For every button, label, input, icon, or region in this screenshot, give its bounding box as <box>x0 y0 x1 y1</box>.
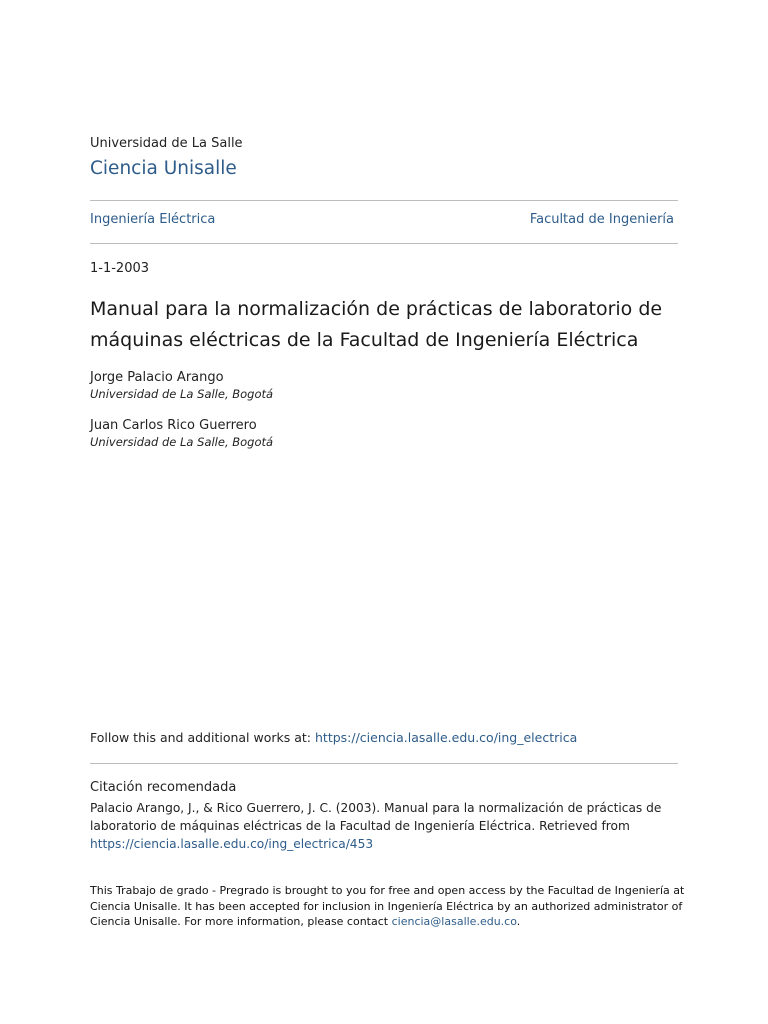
author-block <box>90 418 273 450</box>
access-notice <box>90 883 690 930</box>
follow-line <box>90 730 577 745</box>
divider-citation <box>90 763 678 764</box>
follow-text: Follow this and additional works at: <box>90 730 315 745</box>
author-name: Juan Carlos Rico Guerrero <box>90 418 257 433</box>
notice-text: This Trabajo de grado - Pregrado is brought to you for free and open access by the Facultad de Ingeniería at Ciencia Unisalle. It has been accepted for inclusion in Ingeniería Eléctrica by an authorized administrator of Ciencia Unisalle. For more information, please contact <box>90 884 685 928</box>
repository-link[interactable]: Ciencia Unisalle <box>90 158 237 179</box>
author-affiliation: Universidad de La Salle, Bogotá <box>90 387 274 401</box>
divider-top <box>90 200 678 201</box>
notice-end: . <box>516 915 521 928</box>
citation-text: Palacio Arango, J., & Rico Guerrero, J. C. (2003). Manual para la normalización de prácticas de laboratorio de máquinas eléctricas de la Facultad de Ingeniería Eléctrica. Retrieved from <box>90 801 662 833</box>
citation-url-link[interactable]: https://ciencia.lasalle.edu.co/ing_electrica/453 <box>90 837 374 851</box>
citation-heading: Citación recomendada <box>90 780 237 795</box>
follow-url-link[interactable]: https://ciencia.lasalle.edu.co/ing_electrica <box>315 730 578 745</box>
collection-nav <box>90 212 678 227</box>
divider-nav <box>90 243 678 244</box>
author-block <box>90 370 273 402</box>
faculty-link[interactable]: Facultad de Ingeniería <box>529 212 674 227</box>
collection-link[interactable]: Ingeniería Eléctrica <box>90 212 216 227</box>
author-name: Jorge Palacio Arango <box>90 370 224 385</box>
contact-email-link[interactable]: ciencia@lasalle.edu.co <box>391 915 517 928</box>
document-title: Manual para la normalización de prácticas de laboratorio de máquinas eléctricas de la Facultad de Ingeniería Eléctrica <box>90 298 663 351</box>
citation-text-block <box>90 799 700 853</box>
institution-name: Universidad de La Salle <box>90 136 243 151</box>
publication-date: 1-1-2003 <box>90 261 150 276</box>
author-affiliation: Universidad de La Salle, Bogotá <box>90 435 274 449</box>
cover-page <box>90 0 685 1024</box>
